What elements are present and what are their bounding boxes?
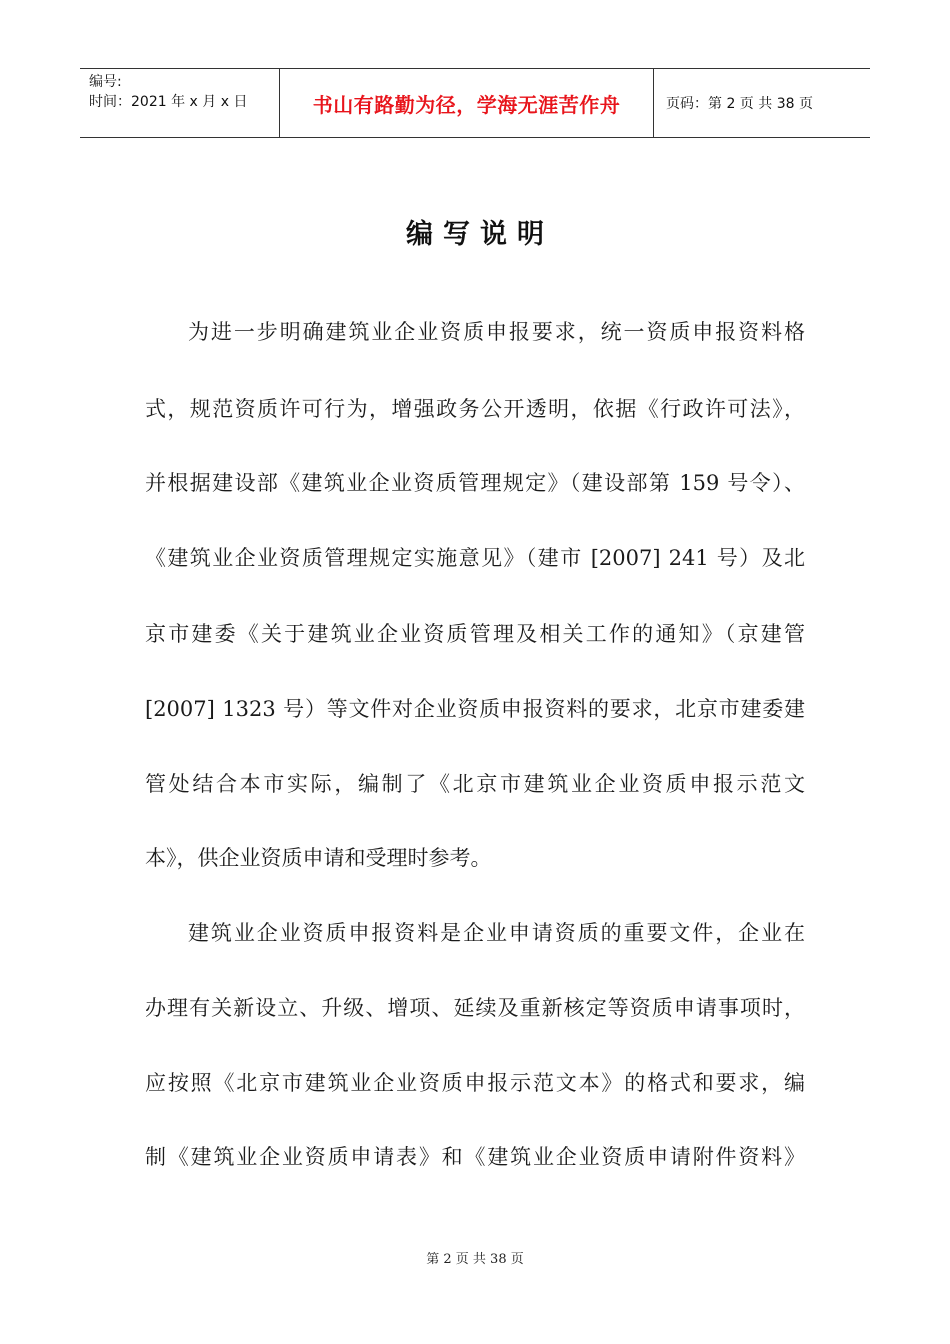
paragraph-line: 为进一步明确建筑业企业资质申报要求，统一资质申报资料格 [188, 320, 805, 344]
page-footer: 第 2 页 共 38 页 [426, 1252, 524, 1267]
paragraph-line: 办理有关新设立、升级、增项、延续及重新核定等资质申请事项时， [145, 996, 805, 1020]
document-date-label: 时间：2021 年 x 月 x 日 [89, 94, 248, 110]
paragraph-line: 应按照《北京市建筑业企业资质申报示范文本》的格式和要求，编 [145, 1071, 805, 1095]
header-motto-cell [280, 69, 654, 137]
paragraph-line: 制《建筑业企业资质申请表》和《建筑业企业资质申请附件资料》 [145, 1145, 805, 1169]
document-number-label: 编号: [89, 74, 122, 90]
page-title: 编写说明 [406, 219, 554, 250]
paragraph-line: 并根据建设部《建筑业企业资质管理规定》（建设部第 159 号令）、 [145, 471, 805, 495]
document-header [80, 68, 870, 138]
paragraph-line: [2007] 1323 号）等文件对企业资质申报资料的要求，北京市建委建 [145, 697, 805, 721]
header-motto: 书山有路勤为径，学海无涯苦作舟 [312, 92, 621, 117]
header-page-cell [654, 69, 870, 137]
paragraph-line: 《建筑业企业资质管理规定实施意见》（建市 [2007] 241 号）及北 [145, 546, 805, 570]
paragraph-line: 本》，供企业资质申请和受理时参考。 [145, 846, 492, 870]
paragraph-line: 京市建委《关于建筑业企业资质管理及相关工作的通知》（京建管 [145, 622, 805, 646]
paragraph-line: 管处结合本市实际，编制了《北京市建筑业企业资质申报示范文 [145, 772, 805, 796]
paragraph-line: 式，规范资质许可行为，增强政务公开透明，依据《行政许可法》， [145, 397, 805, 421]
header-page-label: 页码：第 2 页 共 38 页 [666, 96, 813, 112]
paragraph-line: 建筑业企业资质申报资料是企业申请资质的重要文件，企业在 [188, 921, 805, 945]
header-meta [80, 69, 280, 137]
